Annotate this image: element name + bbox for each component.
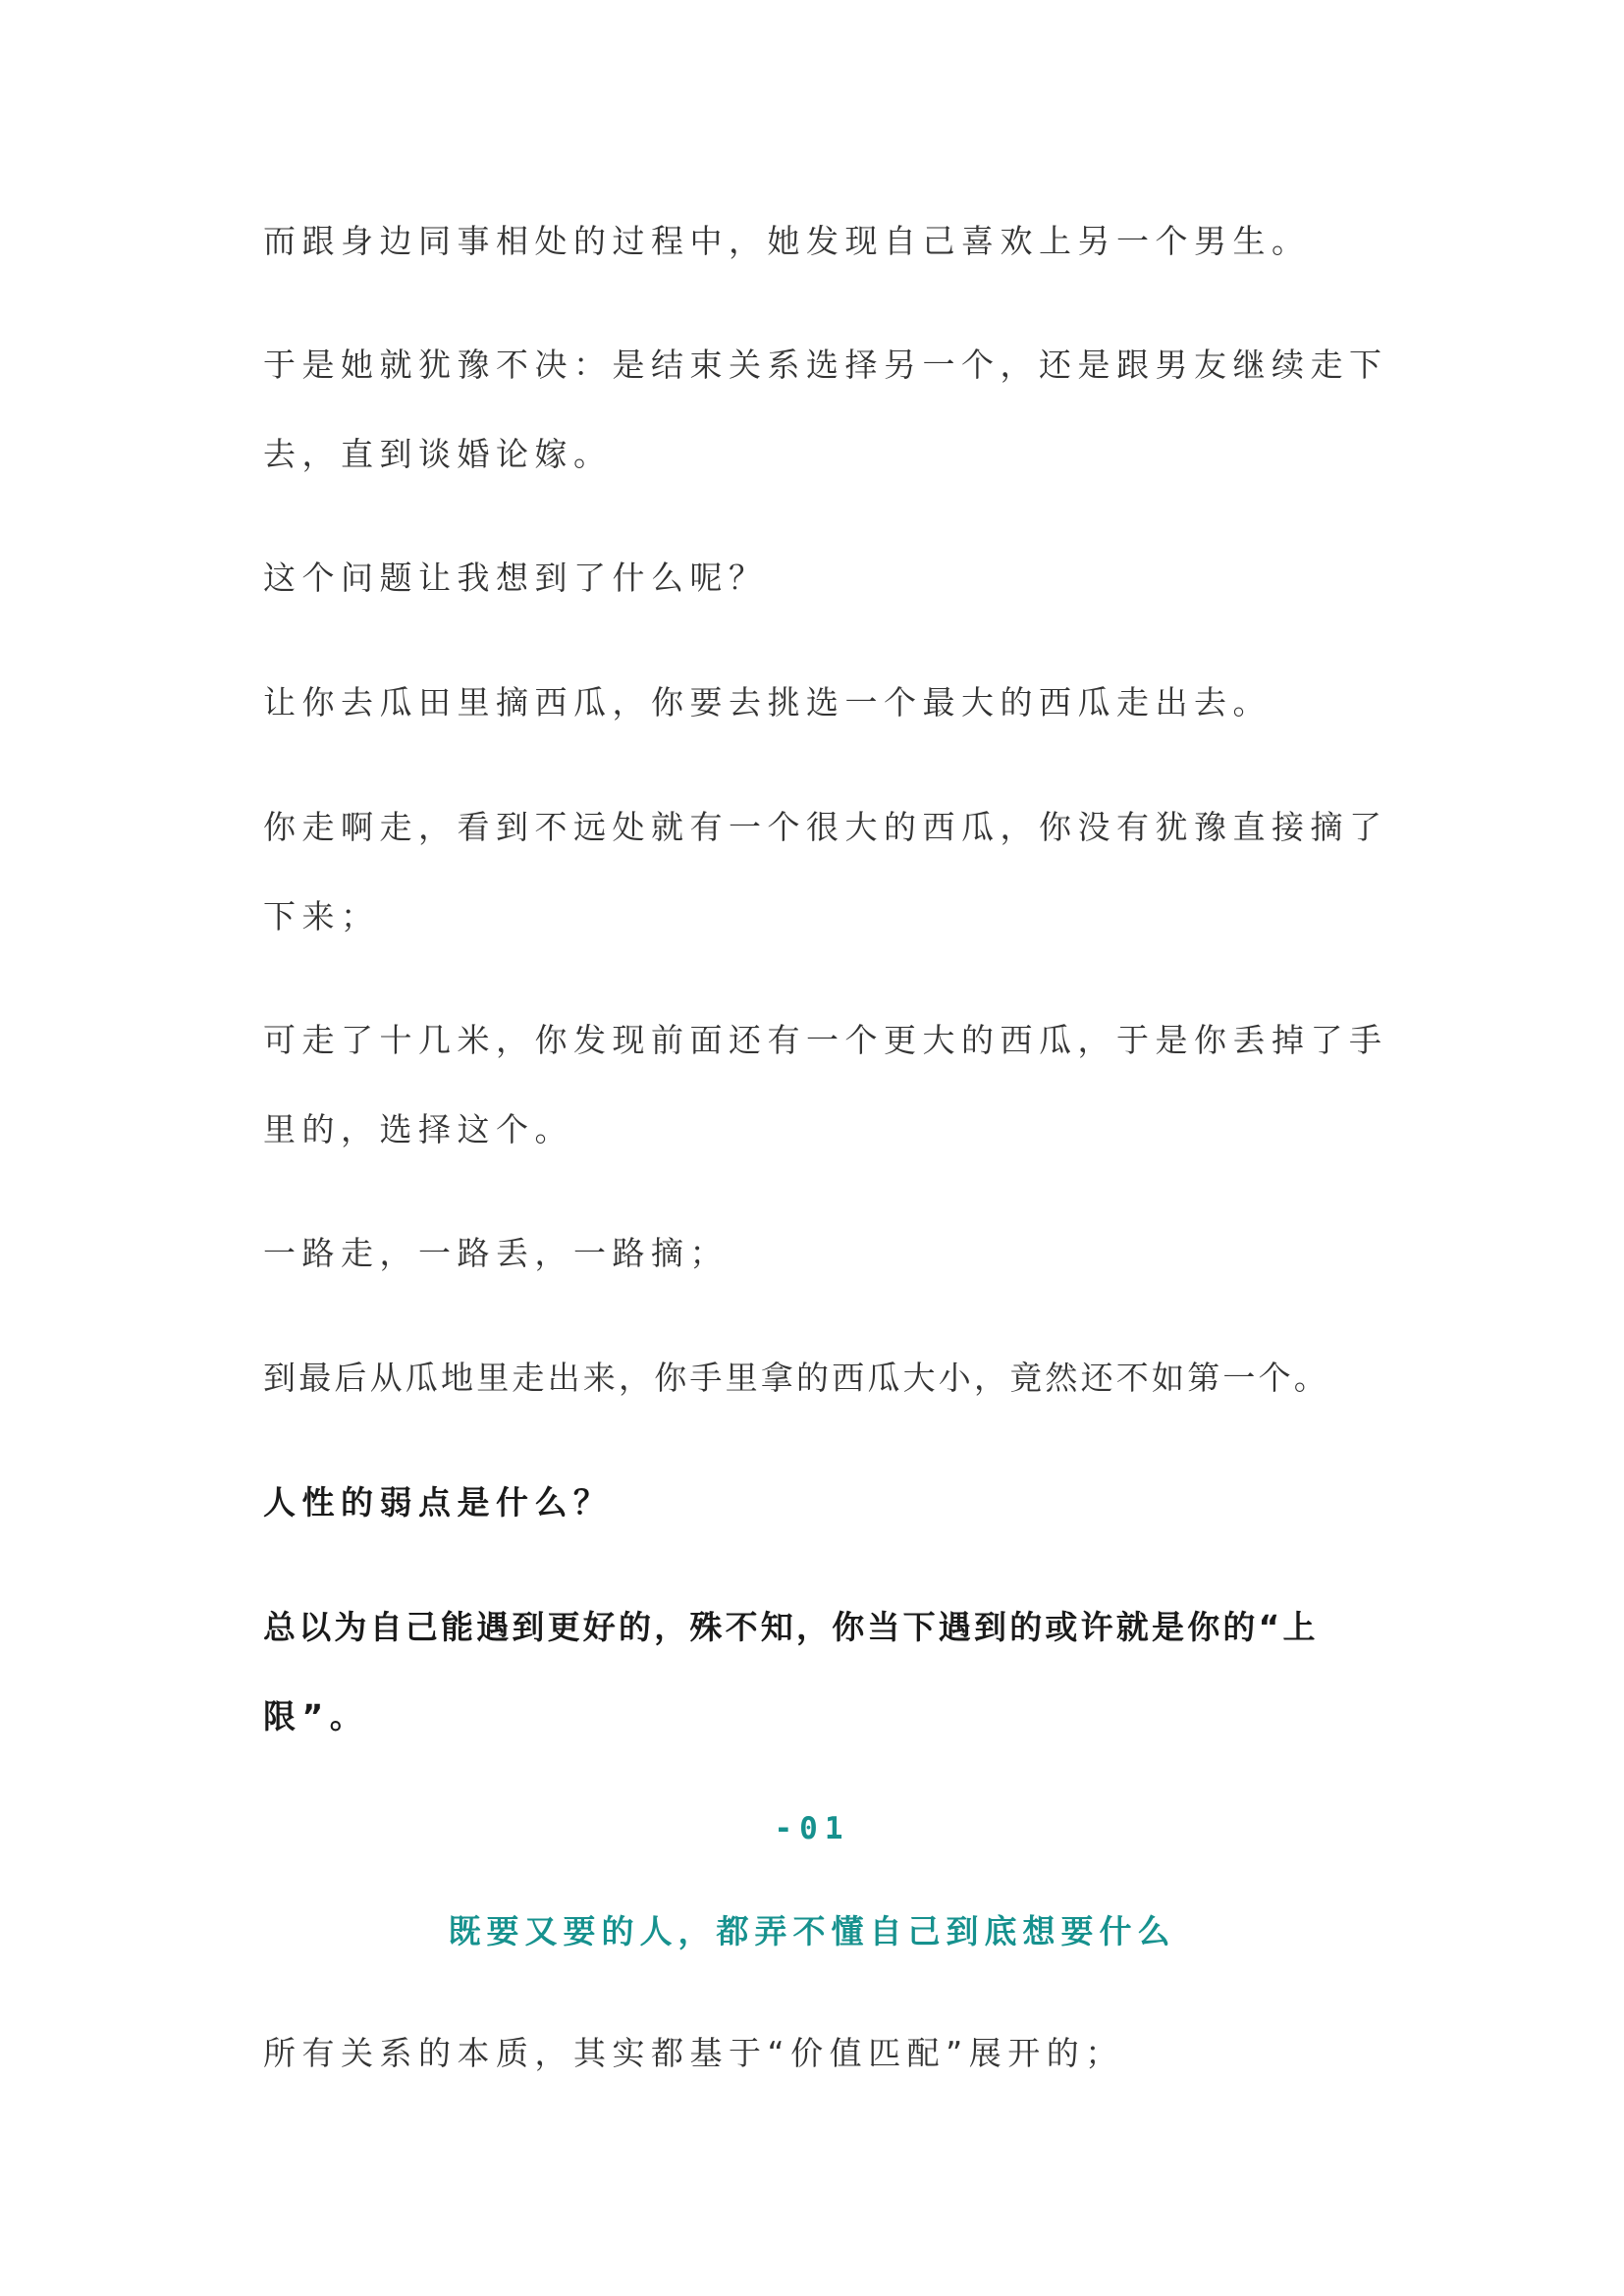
paragraph-line: 去，直到谈婚论嫁。 [263,435,613,473]
emphasis-line: 人性的弱点是什么？ [263,1483,613,1522]
emphasis-line: 总以为自己能遇到更好的，殊不知，你当下遇到的或许就是你的“上 [263,1608,1319,1646]
paragraph-line: 你走啊走，看到不远处就有一个很大的西瓜，你没有犹豫直接摘了 [263,808,1388,846]
paragraph-line: 到最后从瓜地里走出来，你手里拿的西瓜大小，竟然还不如第一个。 [263,1359,1329,1397]
paragraph-line: 下来； [263,897,380,935]
paragraph-line: 这个问题让我想到了什么呢？ [263,559,768,597]
paragraph-line: 让你去瓜田里摘西瓜，你要去挑选一个最大的西瓜走出去。 [263,683,1272,721]
paragraph-line: 于是她就犹豫不决：是结束关系选择另一个，还是跟男友继续走下 [263,346,1388,384]
paragraph-line: 一路走，一路丢，一路摘； [263,1234,729,1272]
paragraph-line: 可走了十几米，你发现前面还有一个更大的西瓜，于是你丢掉了手 [263,1021,1388,1059]
paragraph-line: 而跟身边同事相处的过程中，她发现自己喜欢上另一个男生。 [263,222,1311,260]
paragraph-line: 所有关系的本质，其实都基于“价值匹配”展开的； [263,2034,1124,2072]
paragraph-line: 里的，选择这个。 [263,1110,573,1148]
emphasis-line: 限”。 [263,1697,369,1735]
section-number: -01 [774,1811,850,1846]
section-title: 既要又要的人，都弄不懂自己到底想要什么 [448,1912,1176,1950]
